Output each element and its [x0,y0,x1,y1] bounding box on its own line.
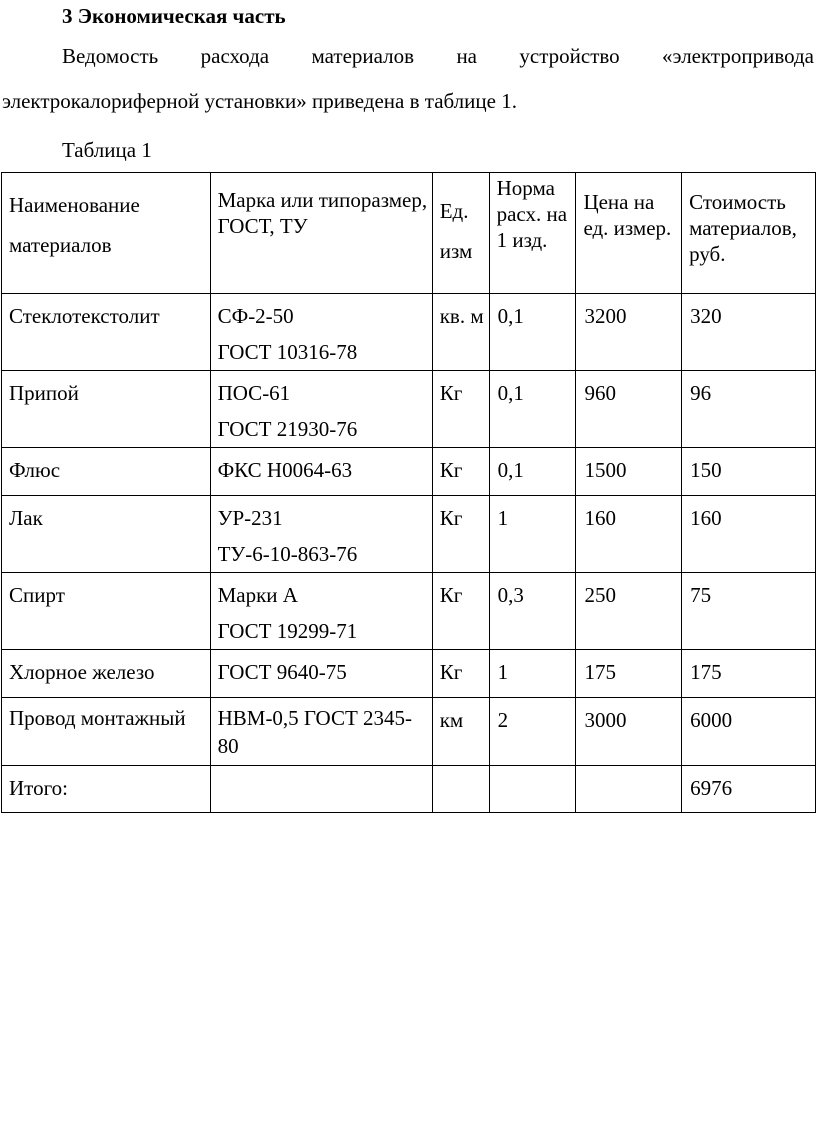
cell-price [576,650,682,698]
cell-name [2,496,211,573]
cell-cost [682,573,816,650]
cell-cost [682,448,816,496]
row-brand-line-1: СФ-2-50 [217,304,294,328]
header-brand-label: Марка или типоразмер, ГОСТ, ТУ [217,188,428,238]
cell-name [2,698,211,766]
row-brand-line-1: НВМ-0,5 ГОСТ 2345-80 [217,706,413,758]
row-cost: 160 [690,506,722,530]
row-brand-line-2: ТУ-6-10-863-76 [217,542,358,566]
row-cost: 96 [690,381,712,405]
cell-unit [432,294,489,371]
table-row [2,698,816,766]
row-price: 960 [584,381,616,405]
row-price: 175 [584,660,616,684]
cell-empty [489,766,576,813]
intro-paragraph-line-1: Ведомость расхода материалов на устройство «электропривода [62,44,814,68]
cell-brand [210,496,432,573]
total-label: Итого: [9,776,68,800]
cell-unit [432,371,489,448]
cell-brand [210,294,432,371]
row-norm: 0,1 [497,458,524,482]
row-unit: Кг [439,660,463,684]
cell-total-cost [682,766,816,813]
header-row [2,173,816,294]
cell-price [576,496,682,573]
row-name: Лак [9,506,43,530]
cell-norm [489,573,576,650]
table-row [2,294,816,371]
row-name: Стеклотекстолит [9,304,160,328]
row-brand-line-1: Марки А [217,583,298,607]
cell-norm [489,371,576,448]
header-unit-line-1: Ед. [439,199,469,223]
row-unit: Кг [439,506,463,530]
cell-name [2,650,211,698]
cell-unit [432,573,489,650]
cell-unit [432,650,489,698]
table-row [2,573,816,650]
cell-price [576,698,682,766]
cell-brand [210,448,432,496]
row-unit: Кг [439,583,463,607]
row-brand-line-1: ГОСТ 9640-75 [217,660,347,684]
row-cost: 6000 [690,708,733,732]
row-brand-line-2: ГОСТ 19299-71 [217,619,358,643]
row-price: 3200 [584,304,627,328]
header-cell-cost [682,173,816,294]
table-row [2,448,816,496]
cell-unit [432,496,489,573]
row-brand-line-1: ФКС Н0064-63 [217,458,353,482]
cell-total-label [2,766,211,813]
header-cell-name [2,173,211,294]
cell-price [576,448,682,496]
cell-brand [210,698,432,766]
cell-brand [210,573,432,650]
cell-price [576,294,682,371]
row-brand-line-1: УР-231 [217,506,283,530]
header-name-line-1: Наименование [9,193,140,217]
row-norm: 0,1 [497,304,524,328]
row-name: Провод монтажный [9,706,186,730]
row-cost: 150 [690,458,722,482]
cell-name [2,294,211,371]
header-cell-price [576,173,682,294]
table-row [2,371,816,448]
row-unit: Кг [439,458,463,482]
cell-unit [432,448,489,496]
total-cost: 6976 [690,776,733,800]
table-row [2,496,816,573]
cell-norm [489,496,576,573]
cell-price [576,573,682,650]
cell-brand [210,650,432,698]
cell-name [2,448,211,496]
cell-brand [210,371,432,448]
cell-cost [682,650,816,698]
total-row [2,766,816,813]
row-price: 250 [584,583,616,607]
row-name: Флюс [9,458,61,482]
header-unit-line-2: изм [439,239,473,263]
cell-cost [682,371,816,448]
table-caption: Таблица 1 [62,138,152,162]
header-cost-label: Стоимость материалов, руб. [689,190,797,266]
intro-paragraph-line-2: электрокалориферной установки» приведена в таблице 1. [2,89,517,113]
row-cost: 75 [690,583,712,607]
header-norm-label: Норма расх. на 1 изд. [496,176,568,252]
header-name-line-2: материалов [9,233,112,257]
row-norm: 1 [497,506,509,530]
cell-norm [489,448,576,496]
cell-empty [432,766,489,813]
row-brand-line-2: ГОСТ 10316-78 [217,340,358,364]
row-unit: км [439,708,464,732]
row-norm: 0,3 [497,583,524,607]
header-cell-norm [489,173,576,294]
row-unit: кв. м [439,304,484,328]
row-brand-line-1: ПОС-61 [217,381,291,405]
cell-cost [682,698,816,766]
row-price: 3000 [584,708,627,732]
cell-name [2,573,211,650]
row-unit: Кг [439,381,463,405]
header-cell-brand [210,173,432,294]
row-price: 160 [584,506,616,530]
row-cost: 175 [690,660,722,684]
row-norm: 2 [497,708,509,732]
row-price: 1500 [584,458,627,482]
row-name: Припой [9,381,79,405]
cell-cost [682,294,816,371]
materials-table [1,172,816,813]
cell-empty [210,766,432,813]
row-norm: 1 [497,660,509,684]
cell-norm [489,650,576,698]
header-price-label: Цена на ед. измер. [583,190,672,240]
cell-cost [682,496,816,573]
row-brand-line-2: ГОСТ 21930-76 [217,417,358,441]
row-norm: 0,1 [497,381,524,405]
cell-empty [576,766,682,813]
row-name: Спирт [9,583,65,607]
cell-price [576,371,682,448]
row-name: Хлорное железо [9,660,155,684]
header-cell-unit [432,173,489,294]
section-heading: 3 Экономическая часть [62,4,286,28]
cell-unit [432,698,489,766]
cell-norm [489,294,576,371]
row-cost: 320 [690,304,722,328]
cell-name [2,371,211,448]
table-row [2,650,816,698]
cell-norm [489,698,576,766]
